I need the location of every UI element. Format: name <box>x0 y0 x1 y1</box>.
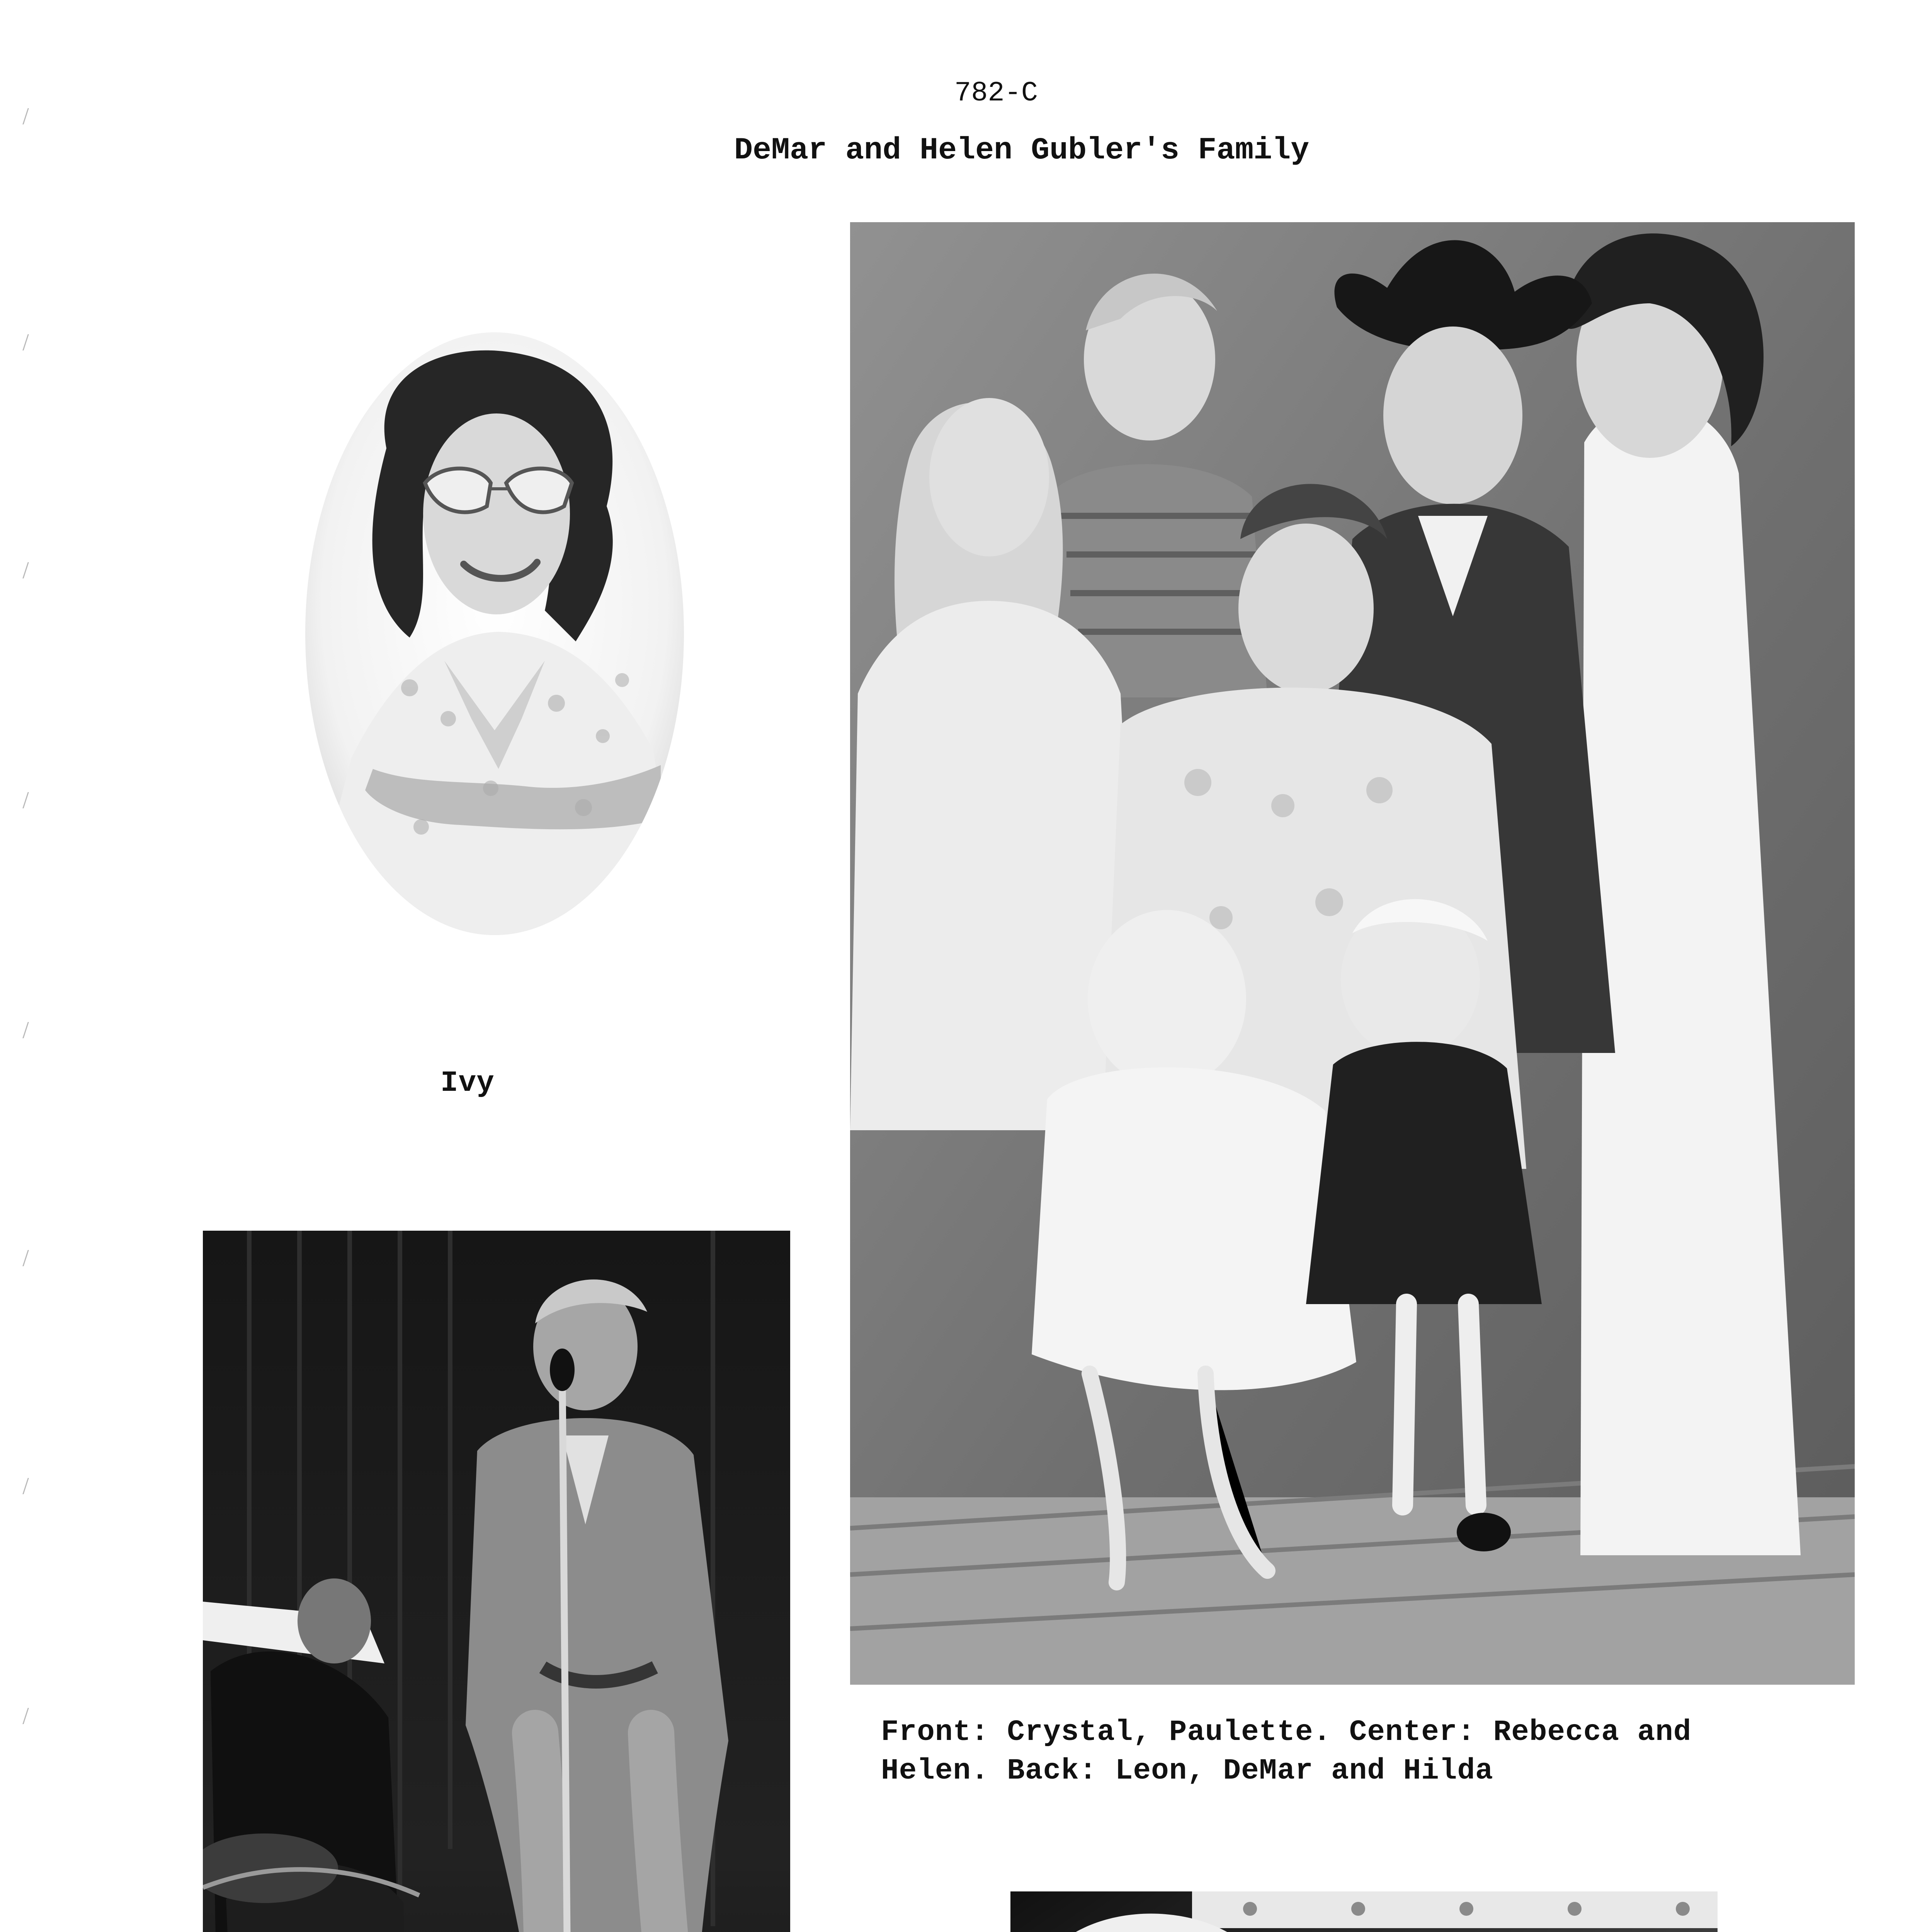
margin-mark <box>22 562 32 578</box>
margin-mark <box>22 1708 32 1724</box>
page-number: 782-C <box>954 77 1038 109</box>
family-caption-line-2: Helen. Back: Leon, DeMar and Hilda <box>881 1754 1493 1787</box>
page-title: DeMar and Helen Gubler's Family <box>734 133 1310 168</box>
chuck-hilda-baby-illustration <box>1010 1891 1718 1932</box>
margin-mark <box>22 1478 32 1494</box>
margin-mark <box>22 1250 32 1266</box>
leon-singing-illustration <box>203 1231 790 1932</box>
margin-mark <box>22 334 32 350</box>
family-group-photo <box>850 222 1855 1685</box>
margin-mark <box>22 1022 32 1038</box>
margin-mark <box>22 792 32 808</box>
family-caption-line-1: Front: Crystal, Paulette. Center: Rebecca and <box>881 1716 1692 1749</box>
ivy-portrait-photo <box>305 332 684 935</box>
family-group-illustration <box>850 222 1855 1685</box>
leon-singing-photo <box>203 1231 790 1932</box>
left-margin-marks <box>25 108 41 1932</box>
ivy-caption: Ivy <box>440 1066 495 1100</box>
margin-mark <box>22 108 32 124</box>
chuck-hilda-baby-photo <box>1010 1891 1718 1932</box>
ivy-portrait-illustration <box>305 332 684 935</box>
